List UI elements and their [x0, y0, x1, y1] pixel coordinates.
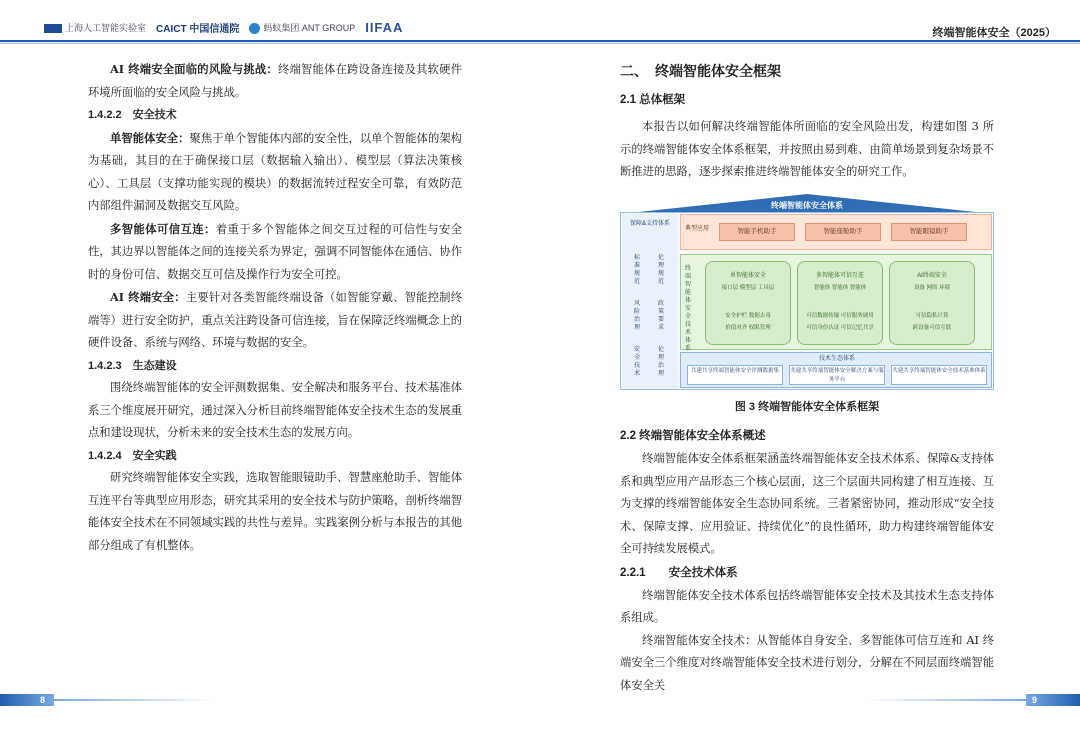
- header-rule-thin: [0, 43, 1080, 44]
- section-heading: 1.4.2.2 安全技术: [88, 109, 177, 121]
- side-item: 政策要求: [657, 300, 664, 331]
- paragraph: 终端智能体安全技术体系包括终端智能体安全技术及其技术生态支持体系组成。: [620, 588, 994, 624]
- figure-caption: 图 3 终端智能体安全体系框架: [734, 400, 880, 413]
- figure-roof-title: 终端智能体安全体系: [771, 200, 843, 210]
- panel-items: 跨设备可信互联: [912, 324, 952, 331]
- ecosystem-box: 共建共享终端智能体安全解决方案与服务平台: [789, 365, 885, 385]
- side-item: 安全技术: [633, 346, 640, 377]
- footer-line-right: [866, 699, 1026, 701]
- panel-items: 可信身份认证 可信记忆共享: [806, 324, 874, 331]
- row-label: 技术生态体系: [818, 355, 855, 362]
- panel-title: AI终端安全: [917, 272, 947, 279]
- section-heading: 2.1 总体框架: [620, 94, 686, 106]
- paragraph: 单智能体安全：聚焦于单个智能体内部的安全性，以单个智能体的架构为基础，其目的在于确保接口层（数据输入输出）、模型层（算法决策核心）、工具层（支撑功能实现的模块）的数据流转过程安全可靠，有效防范内部组件漏洞及数据交互风险。: [88, 130, 462, 212]
- paragraph: 围绕终端智能体的安全评测数据集、安全解决和服务平台、技术基准体系三个维度展开研究，通过深入分析目前终端智能体安全技术生态的发展重点和建设现状，分析未来的安全技术生态的发展方向。: [88, 381, 462, 439]
- paragraph: 本报告以如何解决终端智能体所面临的安全风险出发，构建如图 3 所示的终端智能体安全体系框架，并按照由易到难、由简单场景到复杂场景不断推进的思路，逐步探索推进终端智能体安全的研究工作。: [620, 120, 994, 178]
- ecosystem-box: 共建共享终端智能体安全技术基准体系: [891, 365, 987, 385]
- panel-items: 价值对齐 权限管理: [725, 324, 771, 331]
- panel-title: 单智能体安全: [729, 272, 766, 279]
- paragraph: 研究终端智能体安全实践，选取智能眼镜助手、智慧座舱助手、智能体互连平台等典型应用形态，研究其采用的安全技术与防护策略，剖析终端智能体安全技术在不同领域实践的共性与差异。实践案例分析与本报告的其他部分组成了有机整体。: [88, 471, 462, 552]
- row-label: 终端智能体安全技术体系: [685, 265, 692, 352]
- section-heading: 2.2 终端智能体安全体系概述: [620, 430, 766, 442]
- paragraph: 多智能体可信互连：着重于多个智能体之间交互过程的可信性与安全性，其边界以智能体之间的连接关系为界定，强调不同智能体在通信、协作时的身份可信、数据交互可信及操作行为安全可控。: [88, 221, 462, 281]
- page-number-right: 9: [1032, 695, 1038, 705]
- ant-group-logo: 蚂蚁集团 ANT GROUP: [249, 21, 355, 34]
- typical-applications-row: [680, 214, 992, 250]
- section-heading: 1.4.2.4 安全实践: [88, 449, 177, 462]
- side-item: 伦理规范: [657, 254, 664, 285]
- app-box: 智能座舱助手: [805, 223, 881, 241]
- tech-ecosystem-row: [680, 352, 992, 388]
- security-tech-row: [680, 254, 992, 350]
- shanghai-ai-lab-logo: 上海人工智能实验室: [44, 21, 146, 34]
- tech-panel: [705, 261, 791, 345]
- report-title: 终端智能体安全（2025）: [932, 27, 1056, 39]
- support-system-sidebar: [622, 214, 678, 388]
- right-page: [620, 56, 994, 692]
- panel-title: 多智能体可信互连: [815, 272, 864, 279]
- footer-bar-left: [0, 694, 54, 706]
- panel-items: 设备 网络 环境: [913, 284, 951, 291]
- logo-bar: [44, 20, 403, 35]
- side-item: 伦理治理: [657, 346, 664, 377]
- subsection-heading: 2.2.1 安全技术体系: [620, 566, 738, 579]
- app-box: 智能手机助手: [719, 223, 795, 241]
- left-page: [88, 58, 462, 557]
- header-rule: [0, 40, 1080, 42]
- panel-items: 智能体 智能体 智能体: [813, 284, 867, 291]
- footer-line-left: [54, 699, 214, 701]
- ecosystem-box: 共建共享终端智能体安全评测数据集: [687, 365, 783, 385]
- ifaa-logo: IIFAA: [365, 20, 404, 35]
- framework-figure: [620, 194, 994, 390]
- support-system-title: 保障&支持体系: [629, 220, 670, 227]
- row-label: 典型应用: [685, 225, 710, 232]
- caict-logo: CAICT 中国信通院: [156, 24, 240, 35]
- paragraph: 终端智能体安全体系框架涵盖终端智能体安全技术体系、保障&支持体系和典型应用产品形态三个核心层面，这三个层面共同构建了相互连接、互为支撑的终端智能体安全生态协同系统。三者紧密协同，推动形成“安全技术、保障支撑、应用验证、持续优化”的良性循环，助力构建终端智能体安全可持续发展模式。: [620, 452, 994, 555]
- paragraph: 终端智能体安全技术：从智能体自身安全、多智能体可信互连和 AI 终端安全三个维度对终端智能体安全技术进行划分，分解在不同层面终端智能体安全关: [620, 633, 994, 692]
- panel-items: 可信数据传输 可信服务调用: [806, 312, 874, 319]
- panel-items: 可信隐私计算: [915, 312, 949, 319]
- chapter-heading: 二、 终端智能体安全框架: [620, 63, 781, 79]
- panel-items: 接口层 模型层 工具层: [721, 284, 775, 291]
- tech-panel: [889, 261, 975, 345]
- paragraph: AI 终端安全面临的风险与挑战：终端智能体在跨设备连接及其软硬件环境所面临的安全风险与挑战。: [88, 62, 462, 99]
- app-box: 智能眼镜助手: [891, 223, 967, 241]
- paragraph: AI 终端安全：主要针对各类智能终端设备（如智能穿戴、智能控制终端等）进行安全防护，重点关注跨设备可信连接，旨在保障泛终端概念上的硬件设备、系统与网络、环境与数据的安全。: [88, 290, 462, 349]
- page-header: [0, 0, 1080, 44]
- side-item: 风险治理: [633, 300, 640, 331]
- page-number-left: 8: [40, 695, 46, 705]
- panel-items: 安全护栏 数据去毒: [725, 312, 771, 319]
- section-heading: 1.4.2.3 生态建设: [88, 359, 177, 372]
- tech-panel: [797, 261, 883, 345]
- side-item: 标准规范: [633, 254, 640, 285]
